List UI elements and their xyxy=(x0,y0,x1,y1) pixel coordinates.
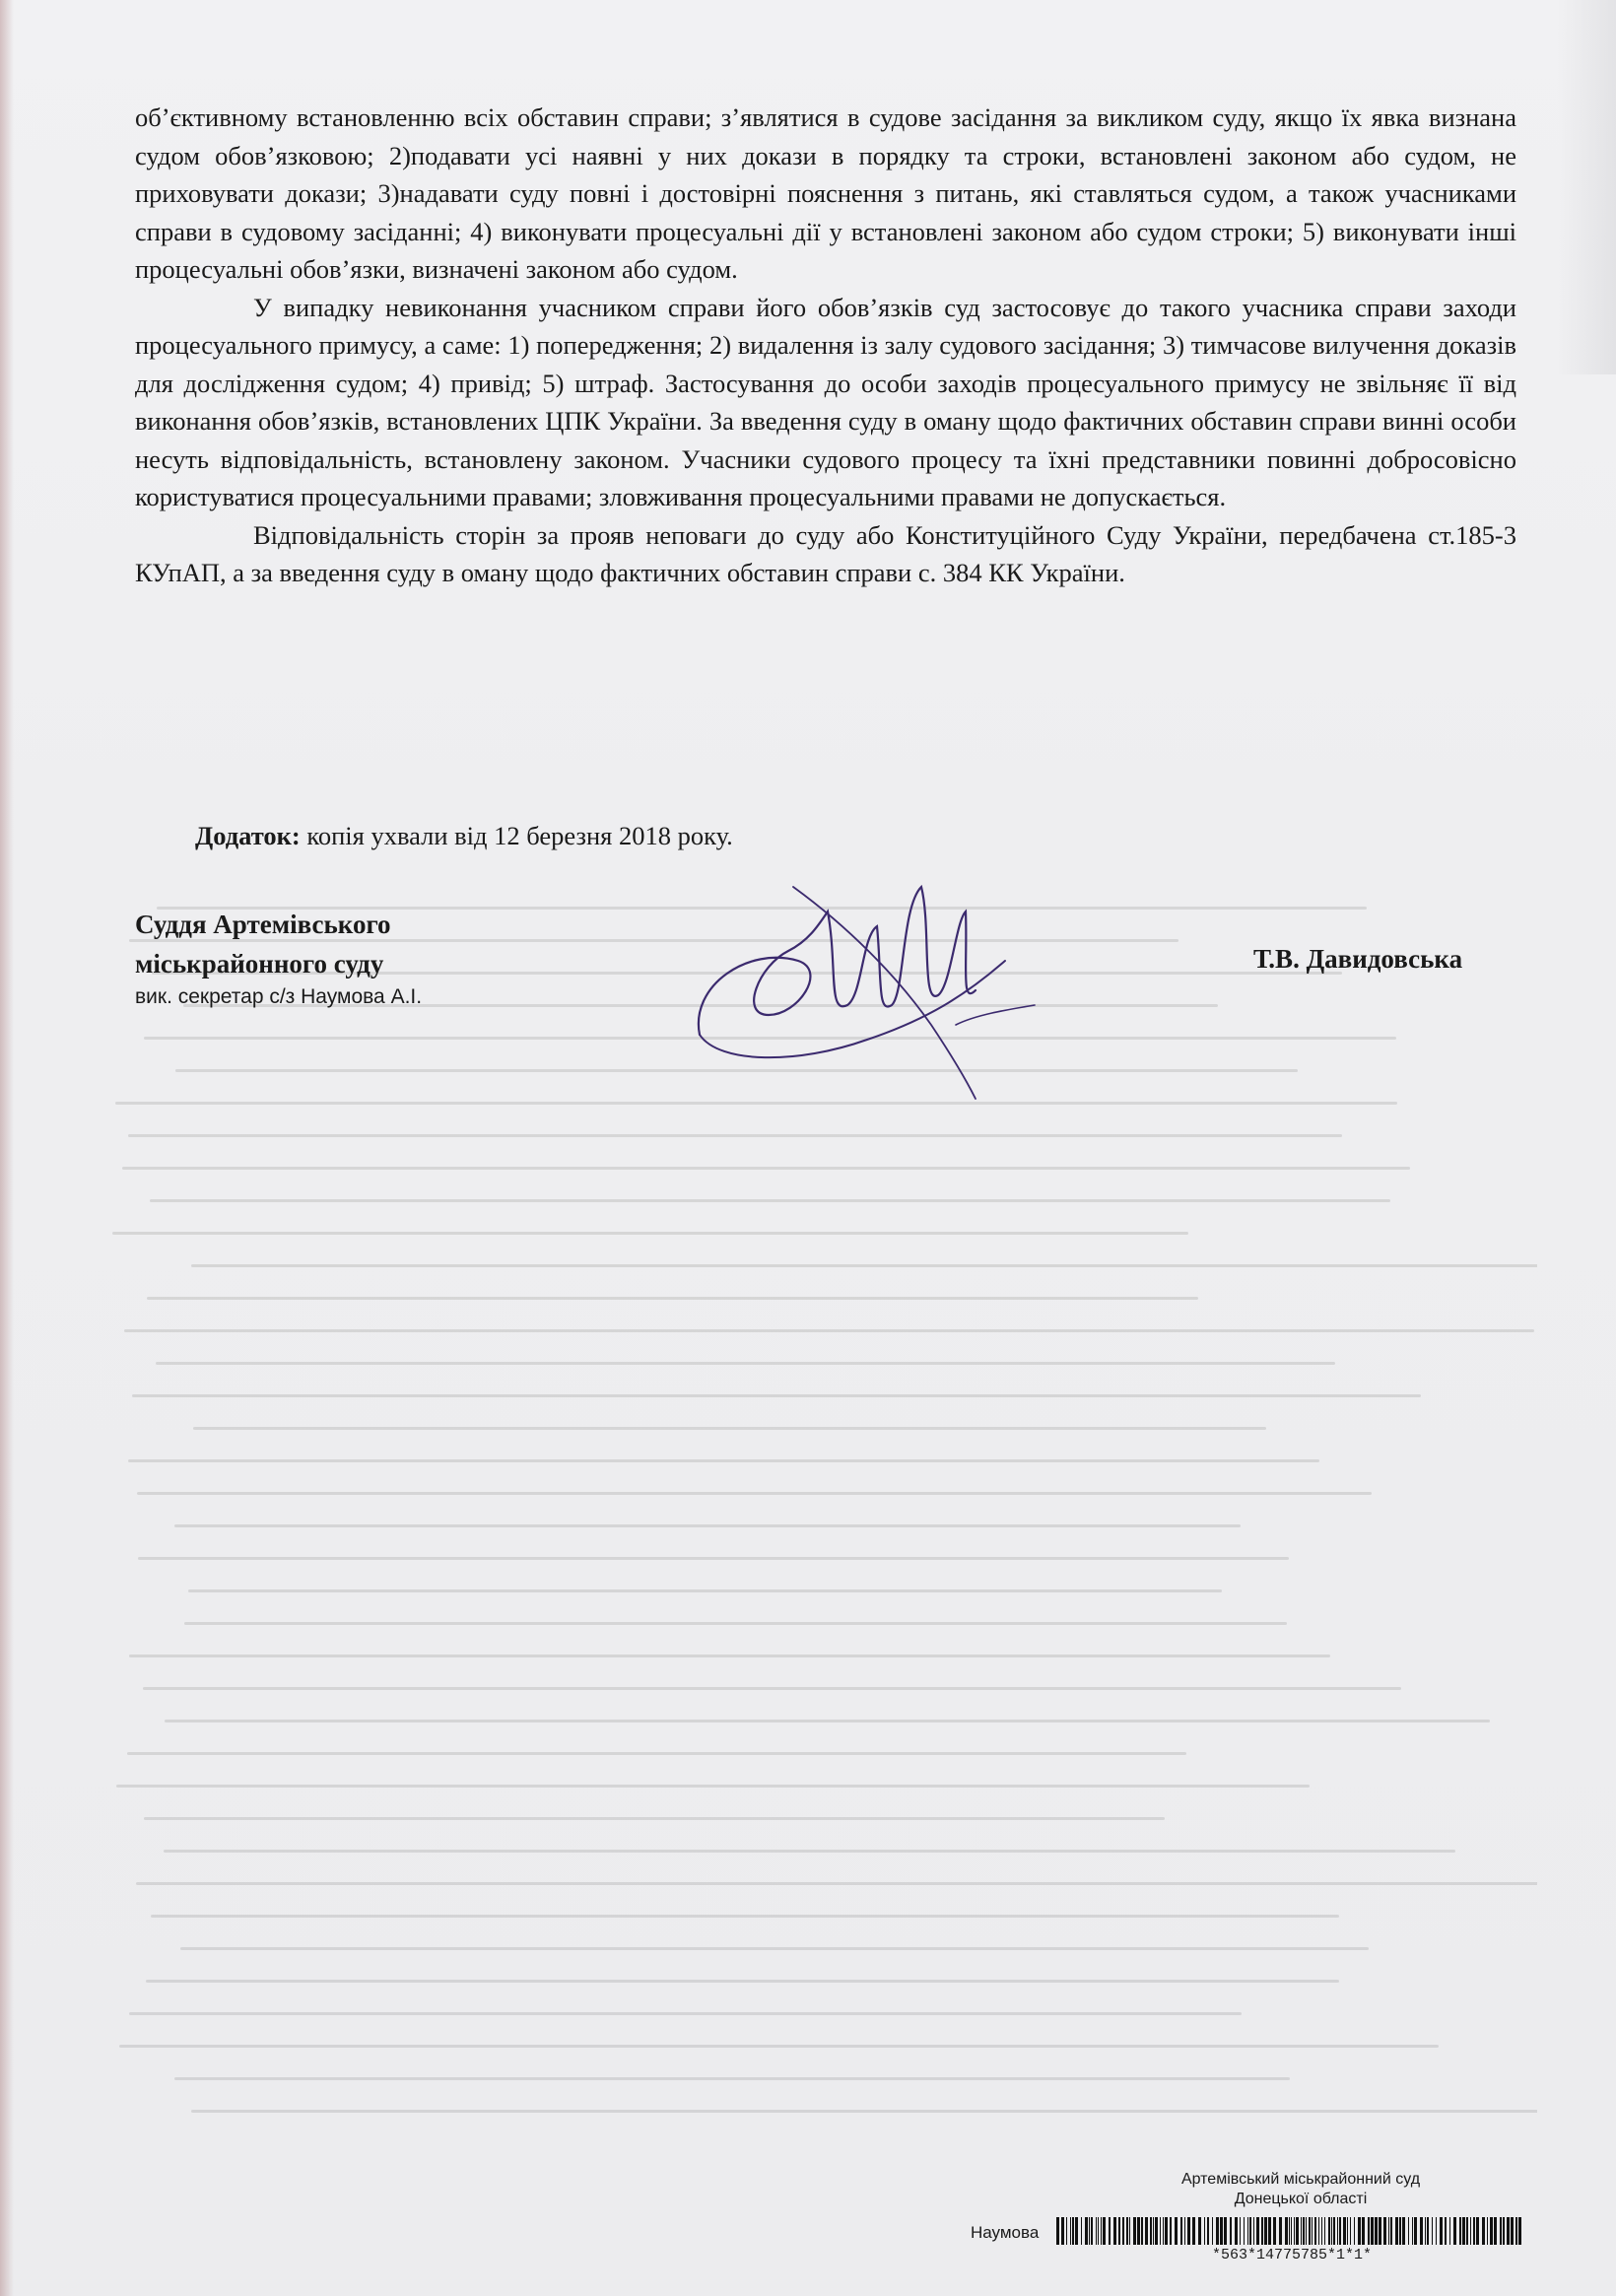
barcode-bar xyxy=(1445,2217,1447,2245)
barcode-bar xyxy=(1494,2217,1497,2245)
barcode-bar xyxy=(1476,2217,1479,2245)
barcode-bar xyxy=(1081,2217,1082,2245)
barcode-bar xyxy=(1500,2217,1502,2245)
page-left-edge xyxy=(0,0,14,2296)
barcode-bar xyxy=(1294,2217,1295,2245)
barcode-bar xyxy=(1061,2217,1064,2245)
barcode-bar xyxy=(1379,2217,1381,2245)
barcode-bar xyxy=(1368,2217,1370,2245)
barcode-bar xyxy=(1518,2217,1521,2245)
barcode-bar xyxy=(1301,2217,1302,2245)
bleed-through-line xyxy=(156,1362,1335,1365)
footer-court-line-1: Артемівський міськрайонний суд xyxy=(1180,2171,1421,2188)
barcode-bar xyxy=(1420,2217,1423,2245)
barcode-bar xyxy=(1339,2217,1341,2245)
barcode-bar xyxy=(1089,2217,1090,2245)
barcode-bar xyxy=(1466,2217,1468,2245)
paragraph-obligations: об’єктивному встановленню всіх обставин справи; з’являтися в судове засідання за викликом суду, якщо їх явка визнана судом обов’язковою; 2)подавати усі наявні у них докази в порядку та строки, встановлені законом або судом, не приховувати докази; 3)надавати суду повні і достовірні пояснення з питань, які ставляться судом, а також учасниками справи в судовому засіданні; 4) виконувати процесуальні дії у встановлені законом або судом строки; 5) виконувати інші процесуальні обов’язки, визначені законом або судом. xyxy=(135,102,1516,284)
bleed-through-line xyxy=(138,1557,1289,1560)
barcode-bar xyxy=(1187,2217,1190,2245)
barcode-bar xyxy=(1321,2217,1322,2245)
barcode-bar xyxy=(1253,2217,1254,2245)
barcode-bar xyxy=(1399,2217,1401,2245)
barcode-bar xyxy=(1256,2217,1259,2245)
bleed-through-line xyxy=(129,1654,1331,1657)
barcode-bar xyxy=(1470,2217,1471,2245)
barcode-bar xyxy=(1160,2217,1161,2245)
barcode-bar xyxy=(1247,2217,1248,2245)
barcode-bar xyxy=(1285,2217,1288,2245)
barcode-bar xyxy=(1395,2217,1398,2245)
judge-title xyxy=(135,905,391,983)
bleed-through-line xyxy=(146,1980,1339,1983)
barcode-bar xyxy=(1343,2217,1346,2245)
barcode-bar xyxy=(1324,2217,1325,2245)
bleed-through-line xyxy=(191,2110,1537,2113)
judge-title-line-2: міськрайонного суду xyxy=(135,949,384,979)
barcode-bar xyxy=(1268,2217,1271,2245)
bleed-through-line xyxy=(119,2045,1438,2048)
barcode-bar xyxy=(1436,2217,1437,2245)
barcode-bar xyxy=(1314,2217,1316,2245)
barcode-bar xyxy=(1490,2217,1493,2245)
bleed-through-line xyxy=(112,1232,1188,1235)
bleed-through-line xyxy=(174,1524,1241,1527)
barcode-bar xyxy=(1244,2217,1245,2245)
barcode-bar xyxy=(1118,2217,1120,2245)
attachment-line xyxy=(195,821,733,851)
bleed-through-line xyxy=(165,1720,1490,1722)
barcode-bar xyxy=(1279,2217,1282,2245)
barcode-bar xyxy=(1198,2217,1201,2245)
barcode-bar xyxy=(1375,2217,1378,2245)
barcode-bar xyxy=(1070,2217,1071,2245)
bleed-through-line xyxy=(193,1427,1266,1430)
attachment-label: Додаток: xyxy=(195,821,301,850)
barcode-bar xyxy=(1204,2217,1205,2245)
bleed-through-line xyxy=(122,1167,1410,1170)
secretary-line: вик. секретар с/з Наумова А.І. xyxy=(135,985,423,1008)
barcode-bar xyxy=(1192,2217,1195,2245)
barcode-bar xyxy=(1511,2217,1514,2245)
barcode-bar xyxy=(1371,2217,1374,2245)
barcode-bar xyxy=(1507,2217,1510,2245)
barcode-bar xyxy=(1291,2217,1292,2245)
barcode-bar xyxy=(1388,2217,1389,2245)
barcode-bar xyxy=(1180,2217,1182,2245)
barcode-bar xyxy=(1414,2217,1417,2245)
barcode-bar xyxy=(1312,2217,1313,2245)
handwritten-signature xyxy=(680,867,1074,1104)
barcode-bar xyxy=(1432,2217,1433,2245)
footer-court-name xyxy=(1133,2170,1468,2209)
barcode-bar xyxy=(1318,2217,1319,2245)
barcode-bar xyxy=(1216,2217,1219,2245)
barcode-bar xyxy=(1261,2217,1263,2245)
barcode-bar xyxy=(1056,2217,1059,2245)
barcode-bar xyxy=(1075,2217,1078,2245)
bleed-through-line xyxy=(191,1264,1537,1267)
bleed-through-line xyxy=(174,2077,1291,2080)
footer-court-line-2: Донецької області xyxy=(1234,2191,1368,2207)
barcode-bar xyxy=(1503,2217,1505,2245)
document-body xyxy=(135,99,1516,592)
barcode-bar xyxy=(1066,2217,1067,2245)
judge-name: Т.В. Давидовська xyxy=(1253,944,1463,974)
barcode-bar xyxy=(1230,2217,1232,2245)
barcode-bar xyxy=(1137,2217,1140,2245)
barcode-bar xyxy=(1453,2217,1456,2245)
barcode-bar xyxy=(1240,2217,1241,2245)
barcode-bar xyxy=(1249,2217,1251,2245)
barcode-bar xyxy=(1459,2217,1461,2245)
barcode-bar xyxy=(1309,2217,1311,2245)
judge-title-line-1: Суддя Артемівського xyxy=(135,910,391,939)
barcode-bar xyxy=(1264,2217,1267,2245)
footer-secretary: Наумова xyxy=(971,2223,1040,2242)
barcode-bar xyxy=(1207,2217,1209,2245)
bleed-through-line xyxy=(164,1850,1455,1853)
bleed-through-line xyxy=(127,1752,1185,1755)
barcode-bar xyxy=(1184,2217,1185,2245)
barcode-bar xyxy=(1145,2217,1148,2245)
barcode-bar xyxy=(1113,2217,1116,2245)
barcode-bar xyxy=(1333,2217,1335,2245)
attachment-text: копія ухвали від 12 березня 2018 року. xyxy=(300,821,733,850)
paragraph-coercion: У випадку невиконання учасником справи його обов’язків суд застосовує до такого учасника справи заходи процесуального примусу, а саме: 1) попередження; 2) видалення із залу судового засідання; 3) тимчасове вилучення доказів для дослідження судом; 4) привід; 5) штраф. Застосування до особи заходів процесуального примусу не звільняє її від виконання обов’язків, встановлених ЦПК України. За введення суду в оману щодо фактичних обставин справи винні особи несуть відповідальність, встановлену законом. Учасники судового процесу та їхні представники повинні добросовісно користуватися процесуальними правами; зловживання процесуальними правами не допускається. xyxy=(135,292,1516,511)
bleed-through-line xyxy=(124,1329,1534,1332)
barcode-bar xyxy=(1163,2217,1164,2245)
bleed-through-line xyxy=(180,1947,1369,1950)
barcode-bar xyxy=(1109,2217,1111,2245)
bleed-through-line xyxy=(132,1394,1420,1397)
barcode-bar xyxy=(1289,2217,1290,2245)
barcode-bar xyxy=(1462,2217,1465,2245)
barcode-bar xyxy=(1331,2217,1332,2245)
barcode-bar xyxy=(1096,2217,1097,2245)
barcode-bar xyxy=(1235,2217,1238,2245)
barcode-bar xyxy=(1473,2217,1475,2245)
barcode-bar xyxy=(1515,2217,1517,2245)
barcode-bar xyxy=(1354,2217,1355,2245)
barcode-bar xyxy=(1303,2217,1305,2245)
barcode-bar xyxy=(1170,2217,1172,2245)
barcode-bar xyxy=(1362,2217,1365,2245)
barcode-bar xyxy=(1165,2217,1168,2245)
barcode-bar xyxy=(1091,2217,1093,2245)
bleed-through-line xyxy=(137,1492,1372,1495)
barcode-bar xyxy=(1296,2217,1299,2245)
page-corner-shadow xyxy=(1557,0,1616,374)
barcode-bar xyxy=(1103,2217,1106,2245)
barcode-bar xyxy=(1412,2217,1413,2245)
barcode-bar xyxy=(1175,2217,1178,2245)
barcode-number: *563*14775785*1*1* xyxy=(1211,2247,1373,2263)
barcode-bar xyxy=(1085,2217,1088,2245)
barcode-bar xyxy=(1212,2217,1213,2245)
barcode-bar xyxy=(1153,2217,1154,2245)
barcode-bar xyxy=(1350,2217,1351,2245)
bleed-through-line xyxy=(151,1915,1339,1918)
bleed-through-line xyxy=(128,1134,1342,1137)
barcode-bar xyxy=(1328,2217,1330,2245)
barcode-bar xyxy=(1337,2217,1338,2245)
barcode-bar xyxy=(1440,2217,1443,2245)
bleed-through-line xyxy=(143,1687,1401,1690)
barcode-bar xyxy=(1122,2217,1124,2245)
barcode-bar xyxy=(1126,2217,1128,2245)
bleed-through-line xyxy=(184,1622,1287,1625)
barcode-bar xyxy=(1487,2217,1488,2245)
barcode-bar xyxy=(1402,2217,1405,2245)
barcode-bar xyxy=(1383,2217,1386,2245)
barcode-bar xyxy=(1133,2217,1136,2245)
barcode-bar xyxy=(1408,2217,1409,2245)
document-barcode xyxy=(1056,2217,1527,2245)
barcode-bar xyxy=(1427,2217,1429,2245)
bleed-through-line xyxy=(188,1589,1223,1592)
barcode-bar xyxy=(1072,2217,1074,2245)
bleed-through-line xyxy=(116,1785,1310,1788)
barcode-bar xyxy=(1390,2217,1392,2245)
barcode-bar xyxy=(1150,2217,1152,2245)
barcode-bar xyxy=(1358,2217,1361,2245)
barcode-bar xyxy=(1155,2217,1158,2245)
barcode-bar xyxy=(1347,2217,1348,2245)
barcode-bar xyxy=(1482,2217,1485,2245)
barcode-bar xyxy=(1306,2217,1307,2245)
bleed-through-line xyxy=(144,1817,1165,1820)
barcode-bar xyxy=(1273,2217,1276,2245)
barcode-bar xyxy=(1098,2217,1099,2245)
barcode-bar xyxy=(1101,2217,1102,2245)
barcode-bar xyxy=(1224,2217,1227,2245)
barcode-bar xyxy=(1449,2217,1450,2245)
bleed-through-line xyxy=(150,1199,1390,1202)
paragraph-liability: Відповідальність сторін за прояв неповаги до суду або Конституційного Суду України, передбачена ст.185-3 КУпАП, а за введення суду в оману щодо фактичних обставин справи с. 384 КК України. xyxy=(135,519,1516,587)
barcode-bar xyxy=(1220,2217,1223,2245)
bleed-through-line xyxy=(128,1459,1319,1462)
barcode-bar xyxy=(1129,2217,1130,2245)
barcode-bar xyxy=(1425,2217,1426,2245)
bleed-through-line xyxy=(136,1882,1537,1885)
bleed-through-line xyxy=(129,2012,1243,2015)
barcode-bar xyxy=(1141,2217,1143,2245)
bleed-through-line xyxy=(147,1297,1199,1300)
